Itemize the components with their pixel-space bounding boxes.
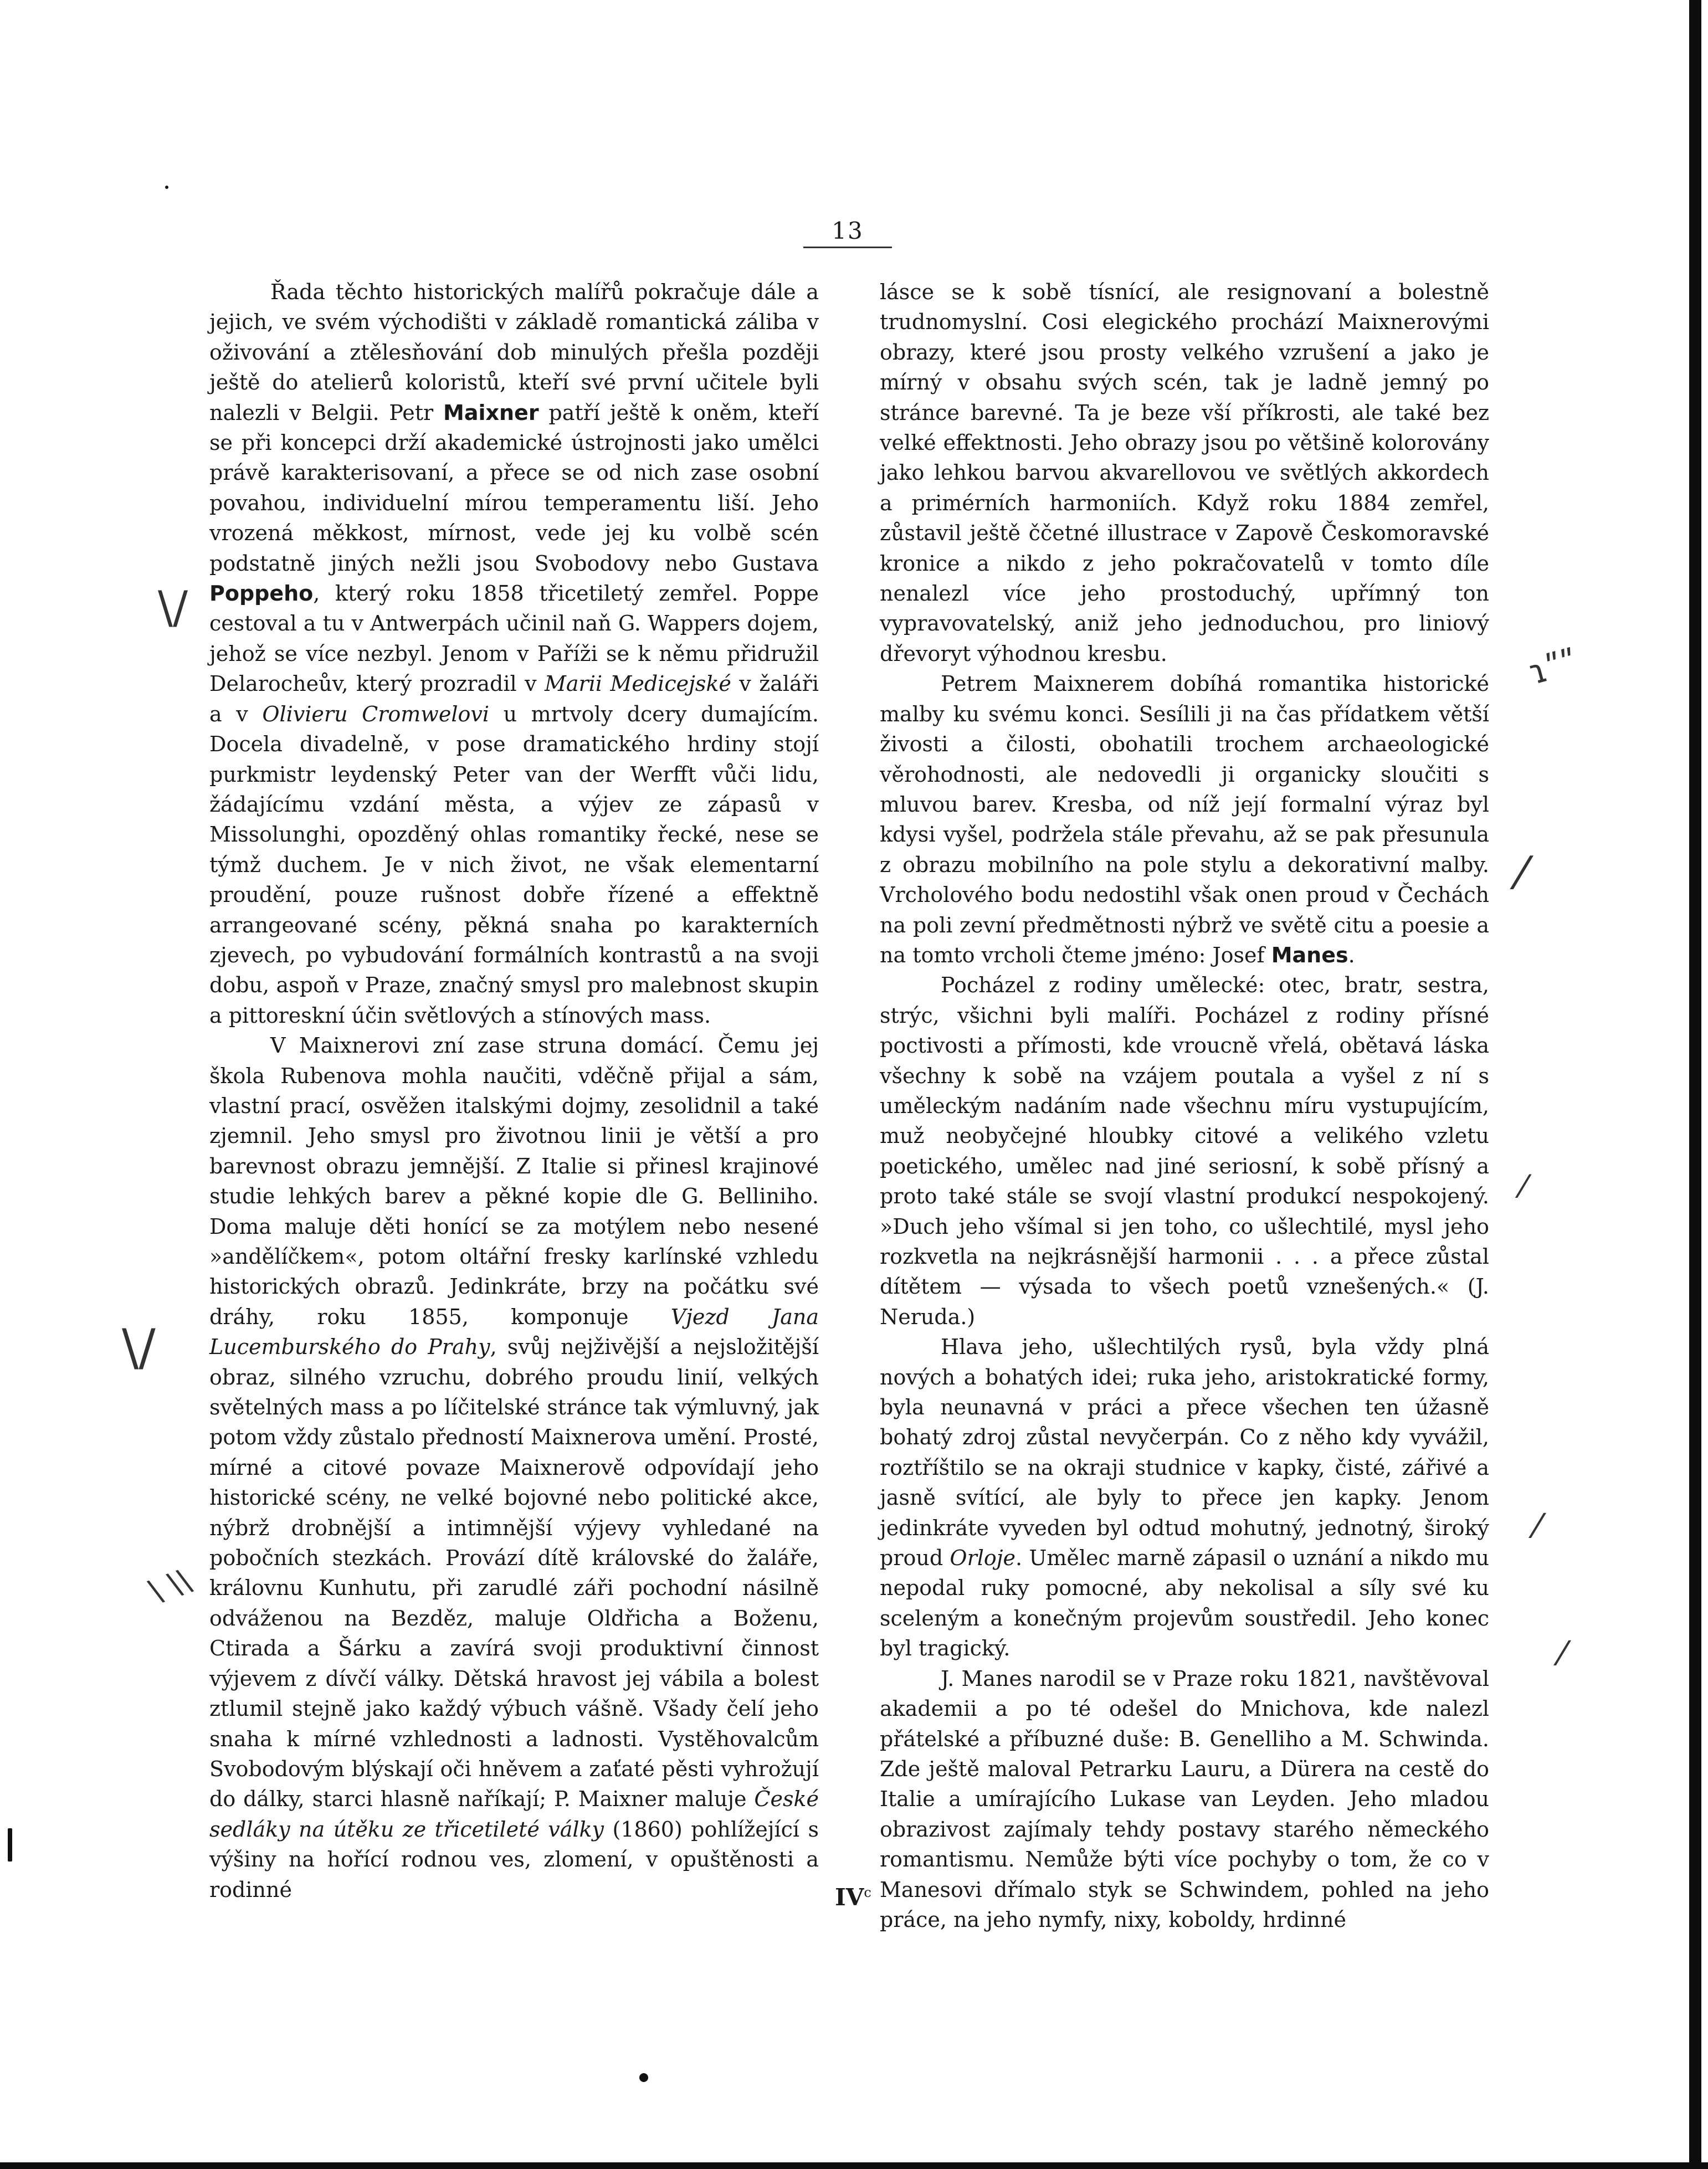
pencil-mark: \ \\ (145, 1562, 196, 1610)
scan-border-right (1689, 0, 1701, 2169)
text-run: , který roku 1858 třicetiletý zemřel. Poppe cestoval a tu v Antwerpách učinil naň G. Wappers dojem, jehož se více nezbyl. Jenom v Paříži se k němu přidružil Delarocheův, který prozradil v (209, 581, 819, 696)
text-run: Petrem Maixnerem dobíhá romantika historické malby ku svému konci. Sesílili ji na čas přídatkem větší živosti a čilosti, obohatili trochem archaeologické věrohodnosti, ale nedovedli ji organicky sloučiti s mluvou barev. Kresba, od níž její formalní výraz byl kdysi vyšel, podržela stále převahu, až se pak přesunula z obrazu mobilního na pole stylu a dekorativní malby. Vrcholového bodu nedostihl však onen proud v Čechách na poli zevní předmětnosti nýbrž ve světě citu a poesie a na tomto vrcholi čteme jméno: Josef (880, 671, 1489, 967)
page-number: 13 (832, 217, 864, 244)
pencil-mark: ⁄ (1518, 848, 1526, 899)
text-run: patří ještě k oněm, kteří se při koncepci drží akademické ústrojnosti jako umělci právě karakterisovaní, a přece se od nich zase osobní povahou, individuelní mírou temperamentu liší. Jeho vrozená měkkost, mírnost, vede jej ku volbě scén podstatně jiných nežli jsou Svobodovy nebo Gustava (209, 400, 819, 576)
paragraph (880, 277, 1489, 669)
scan-edge-mark (8, 1828, 12, 1862)
text-run: (1860) pohlížející s výšiny na hořící rodnou ves, zlomení, v opuštěnosti a rodinné (209, 1817, 819, 1902)
artist-name: Poppeho (209, 581, 314, 606)
text-run: J. Manes narodil se v Praze roku 1821, navštěvoval akademii a po té odešel do Mnichova, kde nalezl přátelské a příbuzné duše: B. Genelliho a M. Schwinda. Zde ještě maloval Petrarku Lauru, a Dürera na cestě do Italie a umírajícího Lukase van Leyden. Jeho mladou obrazivost zajímaly tehdy postavy starého německého romantismu. Nemůže býti více pochyby o tom, že co v Manesovi dřímalo styk se Schwindem, pohled na jeho práce, na jeho nymfy, nixy, koboldy, hrdinné (880, 1666, 1489, 1932)
pencil-mark: ⁄ (1535, 1507, 1541, 1546)
text-run: Řada těchto historických malířů pokračuje dále a jejich, ve svém východišti v základě romantická záliba v oživování a ztělesňování dob minulých přešla později ještě do atelierů koloristů, kteří své první učitele byli nalezli v Belgii. Petr (209, 280, 819, 425)
signature-mark: IV (835, 1884, 864, 1911)
signature-sup: c (864, 1885, 871, 1900)
page-number-rule (803, 247, 892, 248)
text-run: , svůj nejživější a nejsložitější obraz, silného vzruchu, dobrého proudu linií, velkých světelných mass a po líčitelské stránce tak výmluvný, jak potom vždy zůstalo předností Maixnerova umění. Prosté, mírné a citové povaze Maixnerově odpovídají jeho historické scény, ne velké bojovné nebo politické akce, nýbrž drobnější a intimnější výjevy vyhledané na pobočních stezkách. Provází dítě královské do žaláře, královnu Kunhutu, při zarudlé záři pochodní násilně odváženou na Bezděz, maluje Oldřicha a Boženu, Ctirada a Šárku a zavírá svoji produktivní činnost výjevem z dívčí války. Dětská hravost jej vábila a bolest ztlumil stejně jako každý výbuch vášně. Všady čelí jeho snaha k mírné vzhlednosti a ladnosti. Vystěhovalcům Svobodovým blýskají oči hněvem a zaťaté pěsti vyhrožují do dálky, starci hlasně naříkají; P. Maixner maluje (209, 1335, 819, 1812)
text-run: . Umělec marně zápasil o uznání a nikdo mu nepodal ruky pomocné, aby nekolisal a síly své ku sceleným a konečným projevům soustředil. Jeho konec byl tragický. (880, 1546, 1490, 1661)
text-run: lásce se k sobě tísnící, ale resignovaní a bolestně trudnomyslní. Cosi elegického prochází Maixnerovými obrazy, které jsou prosty velkého vzrušení a jako je mírný v obsahu svých scén, tak je ladně jemný po stránce barevné. Ta je beze vší příkrosti, ale také bez velké effektnosti. Jeho obrazy jsou po většině kolorovány jako lehkou barvou akvarellovou ve světlých akkordech a primérních harmoniích. Když roku 1884 zemřel, zůstavil ještě ččetné illustrace v Zapově Českomoravské kronice a nikdo z jeho pokračovatelů v tomto díle nenalezl více jeho prostoduchý, upřímný ton vypravovatelský, aniž jeho jednoduchou, pro liniový dřevoryt výhodnou kresbu. (880, 280, 1489, 666)
text-run: v žaláři a v (209, 671, 819, 726)
pencil-mark: ⁄ (1560, 1634, 1566, 1673)
scan-border-bottom (0, 2162, 1708, 2169)
printer-signature (809, 1884, 897, 1911)
pencil-mark: ɿʺʺ (1525, 642, 1582, 693)
work-title: Olivieru Cromwelovi (262, 701, 489, 726)
paragraph (880, 669, 1489, 970)
work-title: Orloje (950, 1546, 1016, 1571)
work-title: Marii Medicejské (544, 671, 731, 696)
work-title: České sedláky na útěku ze třicetileté války (209, 1787, 819, 1842)
text-run: u mrtvoly dcery dumajícím. Docela divadelně, v pose dramatického hrdiny stojí purkmistr leydenský Peter van der Werfft vůči lidu, žádajícímu vzdání města, a výjev ze zápasů v Missolunghi, opozděný ohlas romantiky řecké, nese se týmž duchem. Je v nich život, ne však elementarní proudění, pouze rušnost dobře řízené a effektně arrangeované scény, pěkná snaha po karakterních zjevech, po vybudování formálních kontrastů a na svoji dobu, aspoň v Praze, značný smysl pro malebnost skupin a pittoreskní účin světlových a stínových mass. (209, 701, 819, 1028)
text-run: Hlava jeho, ušlechtilých rysů, byla vždy plná nových a bohatých idei; ruka jeho, aristokratické formy, byla neunavná v práci a přece všechen ten úžasně bohatý zdroj zůstal nevyčerpán. Co z něho kdy vyvážil, roztříštilo se na okraji studnice v kapky, čisté, zářivé a jasně svítící, ale byly to přece jen kapky. Jenom jedinkráte vyveden byl odtud mohutný, jednotný, široký proud (880, 1335, 1489, 1571)
artist-name: Manes (1271, 942, 1348, 967)
paragraph (209, 277, 819, 1030)
paragraph (880, 970, 1489, 1332)
paragraph (880, 1332, 1489, 1663)
pencil-mark: \/ (122, 1319, 156, 1377)
ink-dot (639, 2073, 648, 2082)
speck (165, 186, 168, 189)
work-title: Vjezd Jana Lucemburského do Prahy (209, 1304, 819, 1360)
right-column (880, 277, 1489, 1935)
paragraph (209, 1030, 819, 1905)
pencil-mark: ⁄ (1521, 1169, 1526, 1205)
text-run: V Maixnerovi zní zase struna domácí. Čemu jej škola Rubenova mohla naučiti, vděčně přijal a sám, vlastní prací, osvěžen italskými dojmy, zesolidnil a také zjemnil. Jeho smysl pro životnou linii je větší a pro barevnost obrazu jemnější. Z Italie si přinesl krajinové studie lehkých barev a pěkné kopie dle G. Belliniho. Doma maluje děti honící se za motýlem nebo nesené »andělíčkem«, potom oltářní fresky karlínské vzhledu historických obrazů. Jedinkráte, brzy na počátku své dráhy, roku 1855, komponuje (209, 1033, 819, 1329)
paragraph (880, 1664, 1489, 1935)
text-run: Pocházel z rodiny umělecké: otec, bratr, sestra, strýc, všichni byli malíři. Pocházel z rodiny přísné poctivosti a přímosti, kde vroucně vřelá, obětavá láska všechny k sobě na vzájem poutala a vyšel z ní s uměleckým nadáním nade všechnu míru vystupujícím, muž neobyčejné hloubky citové a velikého vzletu poetického, umělec nad jiné seriosní, k sobě přísný a proto také stále se svojí vlastní produkcí nespokojený. »Duch jeho všímal si jen toho, co ušlechtilé, mysl jeho rozkvetla na nejkrásnější harmonii . . . a přece zůstal dítětem — výsada to všech poetů vznešených.« (J. Neruda.) (880, 973, 1489, 1329)
left-column (209, 277, 819, 1905)
text-run: . (1348, 942, 1355, 967)
artist-name: Maixner (443, 400, 539, 425)
pencil-mark: \/ (158, 582, 188, 633)
